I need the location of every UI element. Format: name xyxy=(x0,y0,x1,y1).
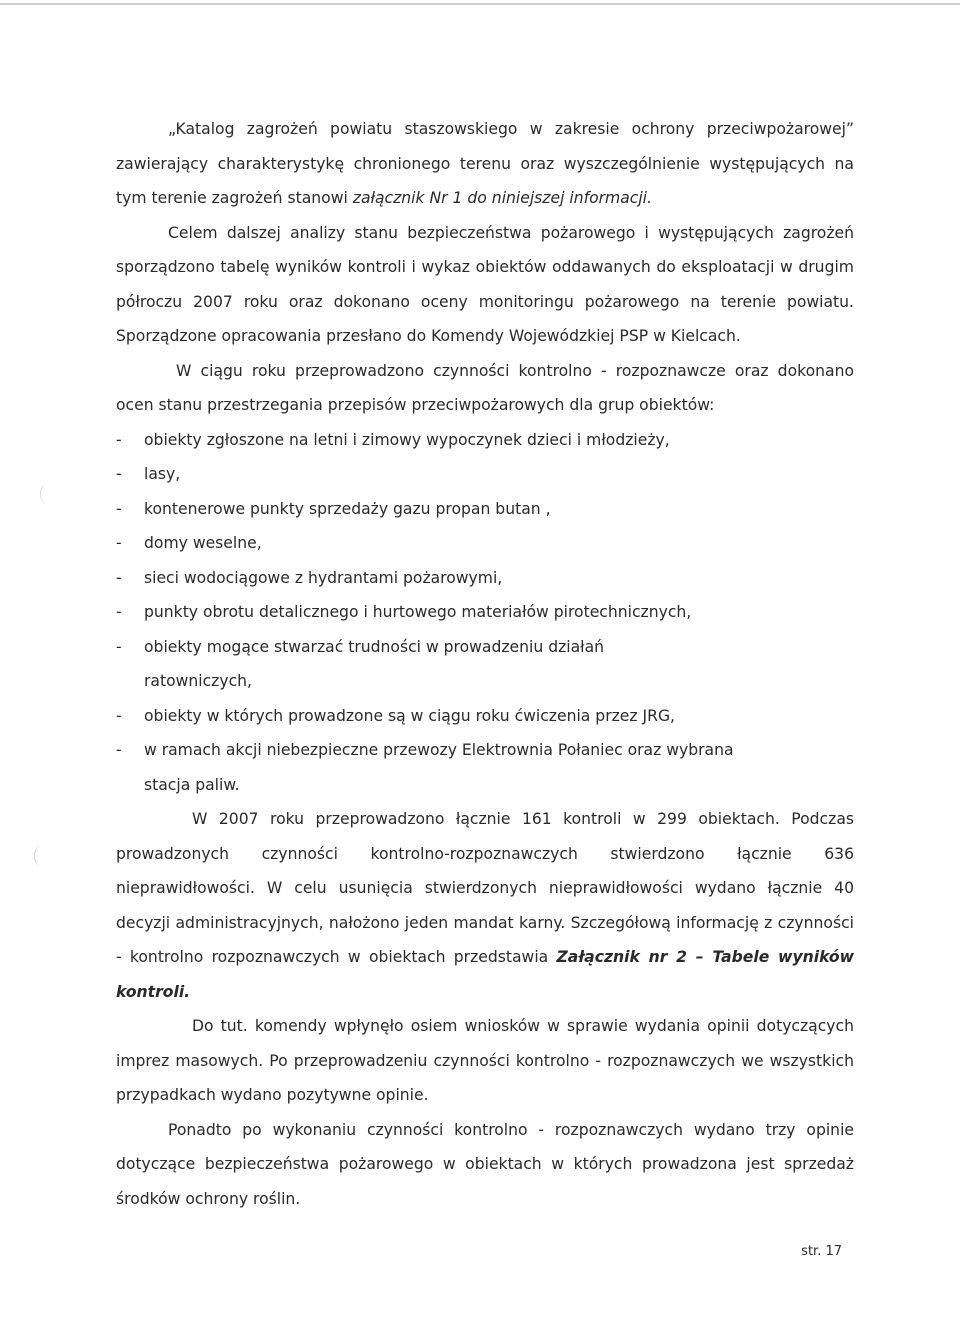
document-body xyxy=(116,112,854,1216)
object-groups-list xyxy=(116,423,854,803)
list-item: - obiekty mogące stwarzać trudności w prowadzeniu działań ratowniczych, xyxy=(116,630,614,699)
paragraph-czynnosci-intro-text: W ciągu roku przeprowadzono czynności kontrolno - rozpoznawcze oraz dokonano ocen stanu przestrzegania przepisów przeciwpożarowych dla grup obiektów: xyxy=(116,361,854,414)
list-item: - w ramach akcji niebezpieczne przewozy Elektrownia Połaniec oraz wybrana stacja paliw. xyxy=(116,733,744,802)
paragraph-czynnosci-intro xyxy=(116,354,854,423)
margin-mark-upper xyxy=(40,483,55,505)
paragraph-analiza xyxy=(116,216,854,354)
list-item: - obiekty w których prowadzone są w ciągu roku ćwiczenia przez JRG, xyxy=(116,699,744,734)
list-item: - lasy, xyxy=(116,457,744,492)
scan-top-edge xyxy=(0,3,960,5)
list-item: - domy weselne, xyxy=(116,526,744,561)
attachment-2-reference: Załącznik nr 2 – Tabele wyników kontroli. xyxy=(116,948,855,1001)
list-item: - punkty obrotu detalicznego i hurtowego materiałów pirotechnicznych, xyxy=(116,595,744,630)
paragraph-katalog-text: „Katalog zagrożeń powiatu staszowskiego w zakresie ochrony przeciwpożarowej” zawierający charakterystykę chronionego terenu oraz wyszczególnienie występujących na tym terenie zagrożeń stanowi xyxy=(116,120,854,207)
margin-mark-lower xyxy=(34,845,49,867)
paragraph-imprezy: Do tut. komendy wpłynęło osiem wniosków w sprawie wydania opinii dotyczących imprez masowych. Po przeprowadzeniu czynności kontrolno - rozpoznawczych we wszystkich przypadkach wydano pozytywne opinie. xyxy=(116,1017,854,1104)
list-item: - obiekty zgłoszone na letni i zimowy wypoczynek dzieci i młodzieży, xyxy=(116,423,744,458)
list-item: - sieci wodociągowe z hydrantami pożarowymi, xyxy=(116,561,744,596)
attachment-1-reference: załącznik Nr 1 do niniejszej informacji. xyxy=(352,189,652,207)
list-item: - kontenerowe punkty sprzedaży gazu propan butan , xyxy=(116,492,744,527)
paragraph-kontrole xyxy=(116,802,854,1009)
paragraph-opinie: Ponadto po wykonaniu czynności kontrolno - rozpoznawczych wydano trzy opinie dotyczące bezpieczeństwa pożarowego w obiektach w których prowadzona jest sprzedaż środków ochrony roślin. xyxy=(116,1120,854,1208)
paragraph-katalog xyxy=(116,112,854,216)
paragraph-analiza-text: Celem dalszej analizy stanu bezpieczeństwa pożarowego i występujących zagrożeń sporządzono tabelę wyników kontroli i wykaz obiektów oddawanych do eksploatacji w drugim półroczu 2007 roku oraz dokonano oceny monitoringu pożarowego na terenie powiatu. Sporządzone opracowania przesłano do Komendy Wojewódzkiej PSP w Kielcach. xyxy=(116,223,854,345)
paragraph-kontrole-text: W 2007 roku przeprowadzono łącznie 161 kontroli w 299 obiektach. Podczas prowadzonych czynności kontrolno-rozpoznawczych stwierdzono łącznie 636 nieprawidłowości. W celu usunięcia stwierdzonych nieprawidłowości wydano łącznie 40 decyzji administracyjnych, nałożono jeden mandat karny. Szczegółową informację z czynności - kontrolno rozpoznawczych w obiektach przedstawia xyxy=(116,810,854,966)
page-number: str. 17 xyxy=(801,1244,842,1259)
